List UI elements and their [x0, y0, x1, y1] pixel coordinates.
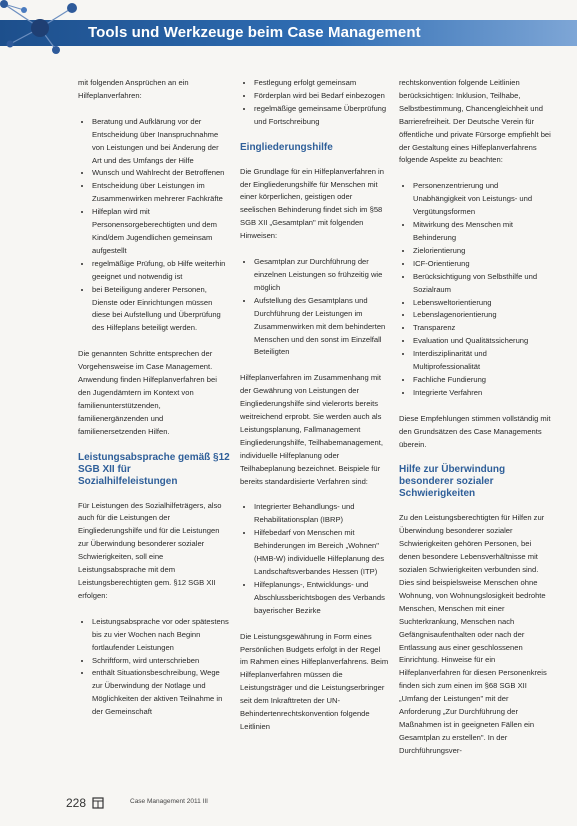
page-footer [0, 796, 577, 816]
subheading: Hilfe zur Überwindung besonderer sozialer Schwierigkeiten [399, 464, 506, 500]
paragraph: Die Grundlage für ein Hilfeplanverfahren in der Eingliederungshilfe für Menschen mit einer körperlichen, geistigen oder seelischen Behinderung findet sich im §58 SGB XII „Gesamtplan" mit folgenden Hinweisen: [240, 166, 384, 241]
list-item: • ICF-Orientierung [413, 258, 551, 271]
paragraph: Die genannten Schritte entsprechen der Vorgehensweise im Case Management. Anwendung finden Hilfeplanverfahren bei den Jugendämtern im Kontext von familienunterstützenden, familienergänzenden und familienersetzenden Hilfen. [78, 349, 217, 436]
paragraph: Hilfeplanverfahren im Zusammenhang mit der Gewährung von Leistungen der Eingliederungshilfe sind vielerorts bereits weitreichend erprobt. Sie werden auch als Leistungsplanung, Fallmanagement Eingliederungshilfe, Teilhabemanagement, individuelle Hilfeplanung oder Teilhabeplanung bezeichnet. Beispiele für bereits standardisierte Verfahren sind: [240, 373, 383, 486]
journal-name: Case Management 2011 III [130, 798, 208, 805]
paragraph: Diese Empfehlungen stimmen vollständig mit den Grundsätzen des Case Managements überein. [399, 413, 551, 449]
list-item: • Zielorientierung [413, 245, 551, 258]
page-number: 228 [66, 796, 87, 810]
list-item: • Lebenslagenorientierung [413, 309, 551, 322]
network-logo-icon [0, 0, 80, 56]
list-item: • enthält Situationsbeschreibung, Wege zur Überwindung der Notlage und Möglichkeiten der aktiven Teilnahme in der Gemeinschaft [92, 667, 230, 719]
text-column-1 [78, 77, 230, 732]
list-item: • Festlegung erfolgt gemeinsam [254, 77, 390, 90]
bullet-list [78, 116, 230, 335]
paragraph: Die Leistungsgewährung in Form eines Persönlichen Budgets erfolgt in der Regel im Rahmen eines Hilfeplanverfahrens. Beim Hilfeplanverfahren müssen die Leistungsträger und die Leistungserbringer seit dem Inkrafttreten der UN-Behindertenrechtskonvention folgende Leitlinien [240, 631, 389, 731]
list-item: • Lebensweltorientierung [413, 297, 551, 310]
bullet-list [240, 501, 390, 617]
list-item: • Hilfeplanungs-, Entwicklungs- und Abschlussberichtsbogen des Verbands bayerischer Bezirke [254, 579, 390, 618]
list-item: • Aufstellung des Gesamtplans und Durchführung der Leistungen im Zusammenwirken mit dem behinderten Menschen und den sonst im Einzelfall Beteiligten [254, 295, 390, 360]
bullet-list [240, 256, 390, 359]
list-item: • Entscheidung über Leistungen im Zusammenwirken mehrerer Fachkräfte [92, 180, 230, 206]
list-item: • Förderplan wird bei Bedarf einbezogen [254, 90, 390, 103]
list-item: • Integrierte Verfahren [413, 387, 551, 400]
bullet-list [399, 180, 551, 399]
list-item: • Beratung und Aufklärung vor der Entscheidung über Inanspruchnahme von Leistungen und bei Änderung der Art und des Umfangs der Hilfe [92, 116, 230, 168]
list-item: • regelmäßige Prüfung, ob Hilfe weiterhin geeignet und notwendig ist [92, 258, 230, 284]
list-item: • Mitwirkung des Menschen mit Behinderung [413, 219, 551, 245]
list-item: • Integrierter Behandlungs- und Rehabilitationsplan (IBRP) [254, 501, 390, 527]
list-item: • bei Beteiligung anderer Personen, Dienste oder Einrichtungen müssen diese bei Aufstellung und Überprüfung des Hilfeplans beteiligt werden. [92, 284, 230, 336]
list-item: • Leistungsabsprache vor oder spätestens bis zu vier Wochen nach Beginn fortlaufender Leistungen [92, 616, 230, 655]
list-item: • Hilfeplan wird mit Personensorgeberechtigten und dem Kind/dem Jugendlichen gemeinsam aufgestellt [92, 206, 230, 258]
text-column-3 [399, 77, 551, 771]
list-item: • Evaluation und Qualitätssicherung [413, 335, 551, 348]
list-item: • Fachliche Fundierung [413, 374, 551, 387]
list-item: • Interdisziplinarität und Multiprofessionalität [413, 348, 551, 374]
paragraph: rechtskonvention folgende Leitlinien berücksichtigen: Inklusion, Teilhabe, Selbstbestimmung, Chancengleichheit und Barrierefreiheit. Der Deutsche Verein für öffentliche und private Fürsorge empfiehlt bei der Gestaltung eines Hilfeplanverfahrens folgende Aspekte zu beachten: [399, 78, 551, 165]
page-header [0, 0, 577, 56]
list-item: • Wunsch und Wahlrecht der Betroffenen [92, 167, 230, 180]
text-column-2 [240, 77, 390, 747]
bullet-list [78, 616, 230, 719]
list-item: • Schriftform, wird unterschrieben [92, 655, 230, 668]
paragraph: Für Leistungen des Sozialhilfeträgers, also auch für die Leistungen der Eingliederungshilfe und für die Leistungen zur Überwindung besonderer sozialer Schwierigkeiten, soll eine Leistungsabsprache mit dem Leistungsberechtigten gem. §12 SGB XII erfolgen: [78, 500, 222, 600]
list-item: • Personenzentrierung und Unabhängigkeit von Leistungs- und Vergütungsformen [413, 180, 551, 219]
list-item: • Transparenz [413, 322, 551, 335]
list-item: • Gesamtplan zur Durchführung der einzelnen Leistungen so frühzeitig wie möglich [254, 256, 390, 295]
section-title: Tools und Werkzeuge beim Case Management [88, 24, 421, 41]
subheading: Leistungsabsprache gemäß §12 SGB XII für Sozialhilfeleistungen [78, 451, 230, 487]
list-item: • regelmäßige gemeinsame Überprüfung und Fortschreibung [254, 103, 390, 129]
list-item: • Berücksichtigung von Selbsthilfe und Sozialraum [413, 271, 551, 297]
paragraph: mit folgenden Ansprüchen an ein Hilfeplanverfahren: [78, 78, 189, 100]
paragraph: Zu den Leistungsberechtigten für Hilfen zur Überwindung besonderer sozialer Schwierigkeiten gehören Personen, bei denen besondere Lebensverhältnisse mit sozialen Schwierigkeiten verbunden sind. Dies sind beispielsweise Menschen ohne Wohnung, von Wohnungslosigkeit bedrohte Menschen, Menschen mit einer Suchterkrankung, Menschen nach Gefängnisaufenthalten oder nach der Entlassung aus einer geschlossenen Einrichtung. Hinweise für ein Hilfeplanverfahren für diesen Personenkreis finden sich zum einen im §68 SGB XII „Umfang der Leistungen" mit der Anforderung „Zur Durchführung der Maßnahmen ist in geeigneten Fällen ein Gesamtplan zu erstellen". In der Durchführungsver- [399, 513, 547, 755]
journal-logo-icon [92, 797, 104, 809]
list-item: • Hilfebedarf von Menschen mit Behinderungen im Bereich „Wohnen" (HMB-W) individuelle Hilfeplanung des Landschaftsverbandes Hessen (ITP) [254, 527, 390, 579]
bullet-list [240, 77, 390, 129]
subheading: Eingliederungshilfe [240, 141, 333, 153]
